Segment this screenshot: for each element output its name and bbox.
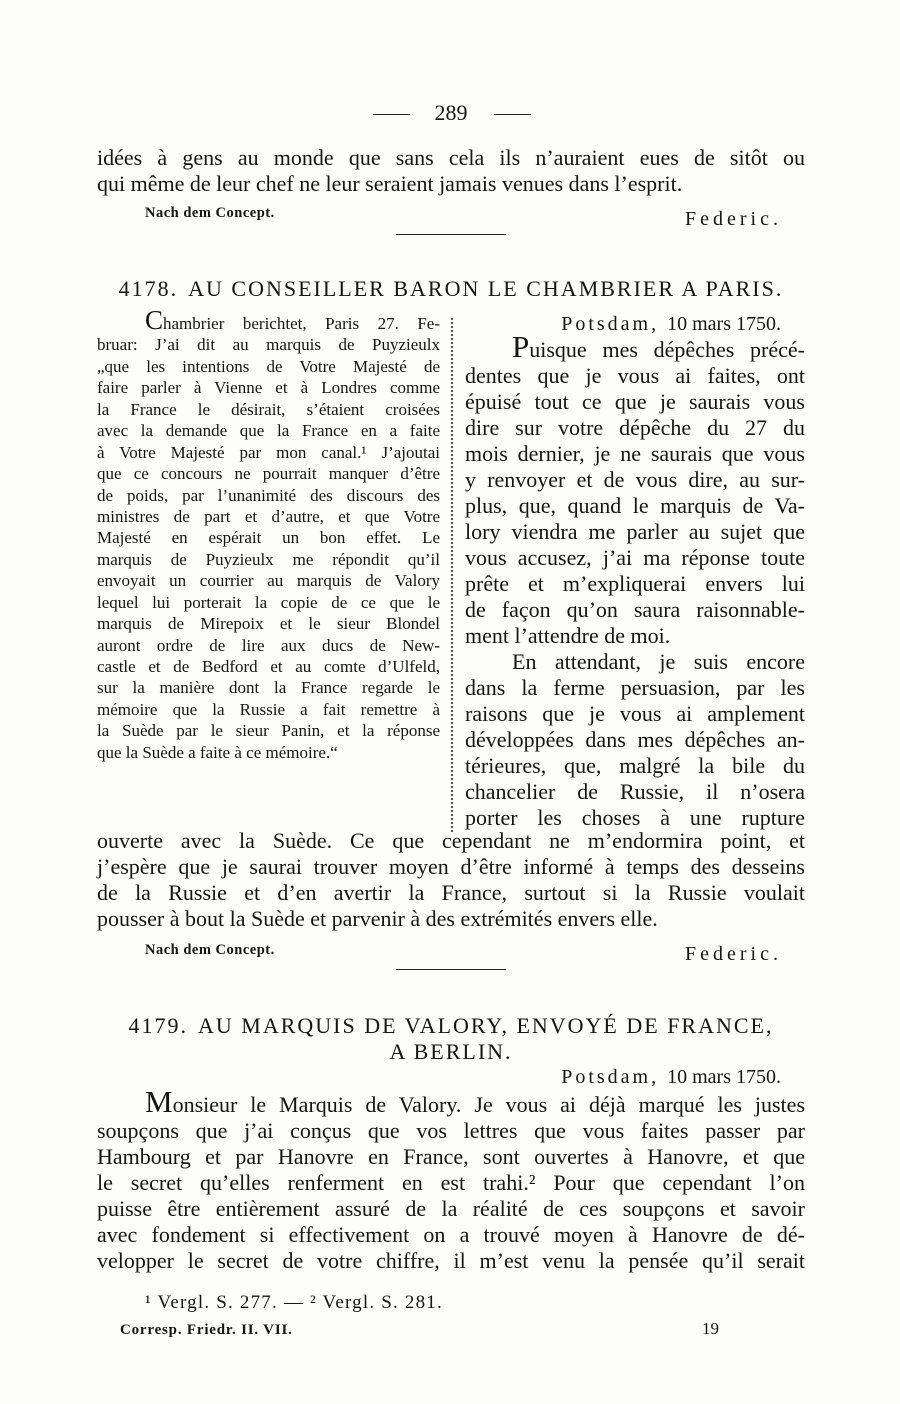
signature: Federic.	[685, 208, 782, 230]
summary-line: Chambrier berichtet, Paris 27. Fe-	[145, 305, 440, 335]
letter-body-full	[97, 828, 805, 932]
column-separator	[451, 318, 453, 832]
letter-heading-text: AU CONSEILLER BARON LE CHAMBRIER A PARIS.	[188, 276, 784, 301]
summary-line: auront ordre de lire aux ducs de New-	[97, 635, 440, 655]
footnotes: ¹ Vergl. S. 277. — ² Vergl. S. 281.	[145, 1292, 443, 1313]
body-line: velopper le secret de votre chiffre, il m’est venu la pensée qu’il serait	[97, 1248, 805, 1273]
summary-line: bruar: J’ai dit au marquis de Puyzieulx	[97, 335, 440, 355]
body-line: porter les choses à une rupture	[465, 805, 805, 830]
footer-signature-mark: Corresp. Friedr. II. VII.	[120, 1322, 293, 1338]
body-line: le secret qu’elles renferment en est trahi.² Pour que cependant l’on	[97, 1170, 805, 1195]
text-line: idées à gens au monde que sans cela ils n’auraient eues de sitôt ou	[97, 145, 805, 170]
letter-heading-line-2: A BERLIN.	[389, 1039, 513, 1064]
body-line: Puisque mes dépêches précé-	[512, 329, 805, 364]
letter-heading	[97, 276, 805, 302]
summary-line: mémoire que la Russie a fait remettre à	[97, 699, 440, 719]
dateline-place: Potsdam,	[561, 1066, 660, 1088]
dateline-date: 10 mars 1750.	[667, 313, 781, 335]
letter-heading	[97, 1013, 805, 1039]
body-line: avec fondement si effectivement on a trouvé moyen à Hanovre de dé-	[97, 1222, 805, 1247]
body-line: térieures, que, malgré la bile du	[465, 753, 805, 778]
body-line: développées dans mes dépêches an-	[465, 727, 805, 752]
summary-line: lequel lui porterait la copie de ce que le	[97, 592, 440, 612]
body-line: raisons que je vous ai amplement	[465, 701, 805, 726]
summary-line: la France le désirait, s’étaient croisées	[97, 399, 440, 419]
body-line: de façon qu’on saura raisonnable-	[465, 597, 805, 622]
summary-line: que la Suède a faite à ce mémoire.“	[97, 742, 338, 762]
body-line: En attendant, je suis encore	[512, 649, 805, 674]
body-line: pousser à bout la Suède et parvenir à des extrémités envers elle.	[97, 906, 658, 931]
body-line: y renvoyer et de vous dire, au sur-	[465, 467, 805, 492]
body-line: Monsieur le Marquis de Valory. Je vous ai déjà marqué les justes	[145, 1084, 805, 1119]
body-line: épuisé tout ce que je saurais vous	[465, 389, 805, 414]
summary-line: Majesté en espérait un bon effet. Le	[97, 528, 440, 548]
continuation-text	[97, 145, 805, 197]
letter-body-column	[465, 311, 805, 831]
section-rule	[396, 969, 506, 970]
body-line: vous accusez, j’ai ma réponse toute	[465, 545, 805, 570]
summary-line: la Suède par le sieur Panin, et la réponse	[97, 721, 440, 741]
summary-line: marquis de Mirepoix et le sieur Blondel	[97, 614, 440, 634]
summary-line: avec la demande que la France en a faite	[97, 421, 440, 441]
summary-line: envoyait un courrier au marquis de Valory	[97, 571, 440, 591]
body-line: dans la ferme persuasion, par les	[465, 675, 805, 700]
body-line: de la Russie et d’en avertir la France, surtout si la Russie voulait	[97, 880, 805, 905]
summary-line: „que les intentions de Votre Majesté de	[97, 356, 440, 376]
body-line: dentes que je vous ai faites, ont	[465, 363, 805, 388]
letter-number: 4178.	[118, 276, 179, 301]
body-line: j’espère que je saurai trouver moyen d’être informé à temps des desseins	[97, 854, 805, 879]
body-line: ment l’attendre de moi.	[465, 623, 671, 648]
body-line: prête et m’expliquerai envers lui	[465, 571, 805, 596]
dateline-place: Potsdam,	[561, 313, 660, 335]
section-rule	[396, 234, 506, 235]
summary-column	[97, 305, 440, 763]
summary-line: ministres de part et d’autre, et que Votre	[97, 506, 440, 526]
letter-heading-text: AU MARQUIS DE VALORY, ENVOYÉ DE FRANCE,	[198, 1013, 774, 1038]
summary-line: que ce concours ne pourrait manquer d’être	[97, 464, 440, 484]
dateline	[97, 1064, 805, 1090]
body-line: ouverte avec la Suède. Ce que cependant ne m’endormira point, et	[97, 828, 805, 853]
body-line: puisse être entièrement assuré de la réalité de ces soupçons et savoir	[97, 1196, 805, 1221]
body-line: dire sur votre dépêche du 27 du	[465, 415, 805, 440]
body-line: mois dernier, je ne saurais que vous	[465, 441, 805, 466]
source-note: Nach dem Concept.	[145, 205, 275, 221]
summary-line: sur la manière dont la France regarde le	[97, 678, 440, 698]
page-number-dash-right	[494, 114, 531, 115]
letter-body	[97, 1084, 805, 1274]
dateline-date: 10 mars 1750.	[667, 1066, 781, 1088]
page-number: 289	[434, 100, 468, 125]
text-line: qui même de leur chef ne leur seraient jamais venues dans l’esprit.	[97, 171, 683, 196]
summary-line: faire parler à Vienne et à Londres comme	[97, 378, 440, 398]
signature: Federic.	[685, 943, 782, 965]
body-line: chancelier de Russie, il n’osera	[465, 779, 805, 804]
body-line: plus, que, quand le marquis de Va-	[465, 493, 805, 518]
footer-sheet-number: 19	[702, 1319, 719, 1338]
body-line: soupçons que j’ai conçus que vos lettres que vous faites passer par	[97, 1118, 805, 1143]
body-line: Hambourg et par Hanovre en France, sont ouvertes à Hanovre, et que	[97, 1144, 805, 1169]
letter-number: 4179.	[128, 1013, 188, 1038]
body-line: lory viendra me parler au sujet que	[465, 519, 805, 544]
summary-line: marquis de Puyzieulx me répondit qu’il	[97, 549, 440, 569]
summary-line: à Votre Majesté par mon canal.¹ J’ajoutai	[97, 442, 440, 462]
summary-line: de poids, par l’unanimité des discours des	[97, 485, 440, 505]
summary-line: castle et de Bedford et au comte d’Ulfeld,	[97, 657, 440, 676]
source-note: Nach dem Concept.	[145, 942, 275, 958]
